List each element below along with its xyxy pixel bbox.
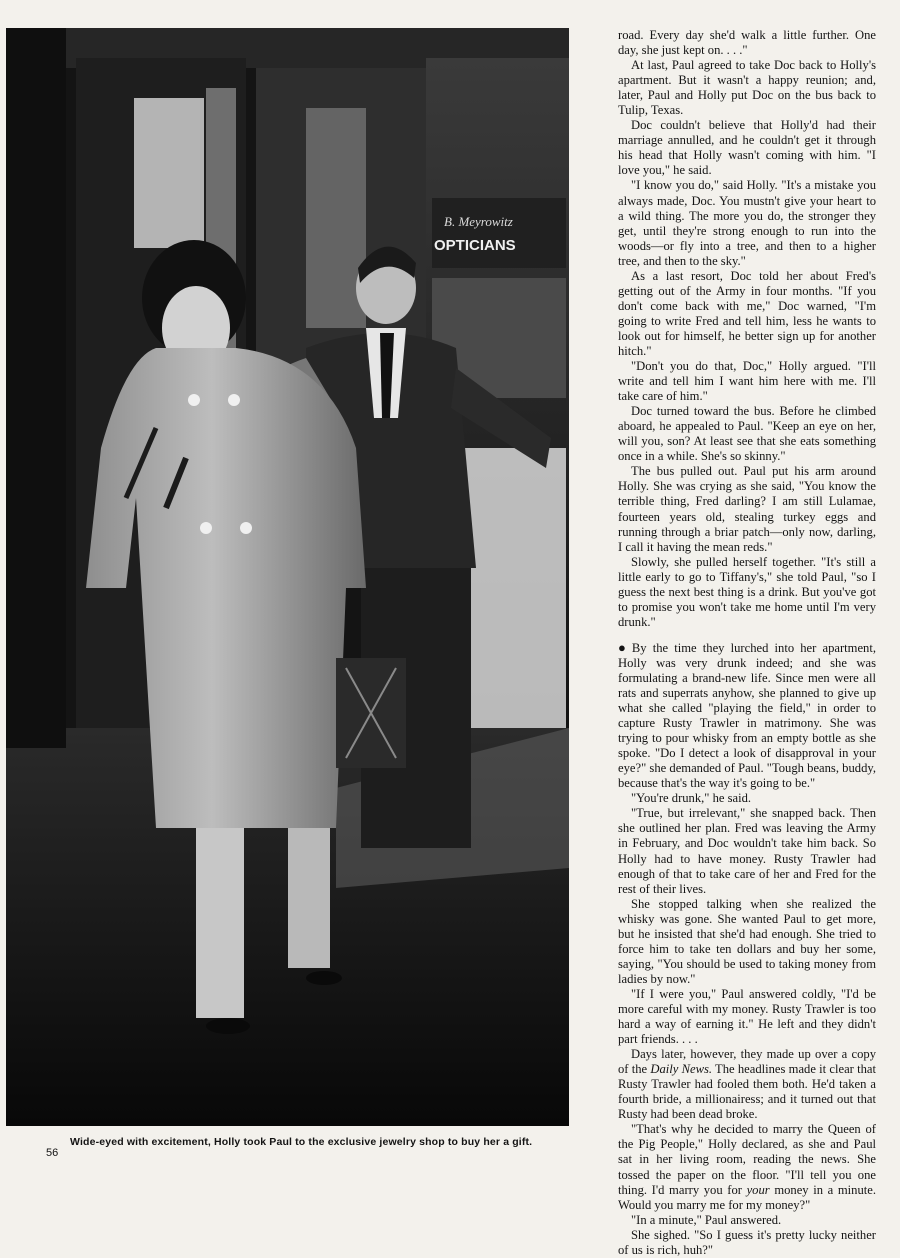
article-column — [618, 28, 876, 1257]
section-bullet-icon: ● — [618, 639, 629, 655]
paragraph: Slowly, she pulled herself together. "It's still a little early to go to Tiffany's," she told Paul, "so I guess the next best thing is a drink. But you've got to promise you won't take me home until I'm very drunk." — [618, 554, 876, 629]
paragraph: "In a minute," Paul answered. — [631, 1212, 782, 1227]
paragraph — [618, 1047, 876, 1122]
paragraph-text: "That's why he decided to marry the Queen of the Pig People," Holly declared, as she and Paul sat in her living room, reading the news. She tossed the paper on the floor. "I'll tell you one thing. I'd marry you for — [618, 1122, 876, 1197]
section-start-paragraph — [618, 640, 876, 791]
paragraph: At last, Paul agreed to take Doc back to Holly's apartment. But it wasn't a happy reunion; and, later, Paul and Holly put Doc on the bus back to Tulip, Texas. — [618, 58, 876, 118]
paragraph: Doc turned toward the bus. Before he climbed aboard, he appealed to Paul. "Keep an eye on her, will you, son? At least see that she eats something once in a while. She's so skinny." — [618, 404, 876, 464]
paragraph: She stopped talking when she realized the whisky was gone. She wanted Paul to get more, but he insisted that she'd had enough. She tried to force him to take ten dollars and buy her some, saying, "You should be used to taking money from ladies by now." — [618, 896, 876, 986]
newspaper-title: Daily News. — [650, 1062, 713, 1077]
paragraph: road. Every day she'd walk a little further. One day, she just kept on. . . ." — [618, 28, 876, 58]
opticians-sign: OPTICIANS — [434, 237, 516, 254]
photo-caption: Wide-eyed with excitement, Holly took Paul to the exclusive jewelry shop to buy her a gift. — [70, 1136, 533, 1148]
paragraph: "You're drunk," he said. — [631, 791, 752, 806]
paragraph: Doc couldn't believe that Holly'd had their marriage annulled, and he couldn't get it through his head that Holly wasn't coming with him. "I love you," he said. — [618, 118, 876, 178]
paragraph: "I know you do," said Holly. "It's a mistake you always made, Doc. You mustn't give your heart to a wild thing. The more you do, the stronger they get, until they're strong enough to run into the woods—or fly into a tree, and then to a higher tree, and then to the sky." — [618, 178, 876, 268]
paragraph: "True, but irrelevant," she snapped back. Then she outlined her plan. Fred was leaving the Army in February, and Doc wouldn't take him back. So Holly had to have money. Rusty Trawler had enough of that to take care of her and Fred for the rest of their lives. — [618, 806, 876, 896]
paragraph: As a last resort, Doc told her about Fred's getting out of the Army in four months. "If you don't come back with me," Doc warned, "I'm going to write Fred and tell him, less he wants to look out for himself, he better sign up for another hitch." — [618, 268, 876, 358]
paragraph — [618, 1122, 876, 1212]
paragraph: "Don't you do that, Doc," Holly argued. "I'll write and tell him I want him here with me. I'll take care of him." — [618, 359, 876, 404]
emphasis-text: your — [746, 1182, 770, 1197]
movie-still-photo — [6, 28, 569, 1126]
paragraph: She sighed. "So I guess it's pretty lucky neither of us is rich, huh?" — [618, 1227, 876, 1257]
paragraph-text: Days later, however, they made up over a copy of the — [618, 1047, 876, 1077]
page-number: 56 — [46, 1147, 59, 1159]
paragraph-text: By the time they lurched into her apartment, Holly was very drunk indeed; and she was formulating a brand-new life. Since men were all rats and superrats anyhow, she planned to give up what she called "playing the field," in order to capture Rusty Trawler in matrimony. She was trying to pour whisky from an empty bottle as she spoke. "Do I detect a look of disapproval in your eye?" she demanded of Paul. "Tough beans, buddy, because that's the way it's going to be." — [618, 640, 876, 791]
foliage — [6, 28, 66, 748]
photo-illustration — [6, 28, 569, 1126]
paragraph: The bus pulled out. Paul put his arm around Holly. She was crying as she said, "You know the terrible thing, Fred darling? I am still Lulamae, fourteen years old, stealing turkey eggs and running through a briar patch—only now, darling, I call it having the mean reds." — [618, 464, 876, 554]
paragraph-text: money in a minute. Would you marry me for my money?" — [618, 1182, 876, 1212]
paragraph-text: The headlines made it clear that Rusty Trawler had fooled them both. He'd taken a fourth bride, a millionairess; and it turned out that Rusty had been dead broke. — [618, 1062, 876, 1122]
sign-upper-text: B. Meyrowitz — [444, 214, 513, 229]
paragraph: "If I were you," Paul answered coldly, "I'd be more careful with my money. Rusty Trawler is too hard a way of earning it." He left and they didn't part friends. . . . — [618, 986, 876, 1047]
